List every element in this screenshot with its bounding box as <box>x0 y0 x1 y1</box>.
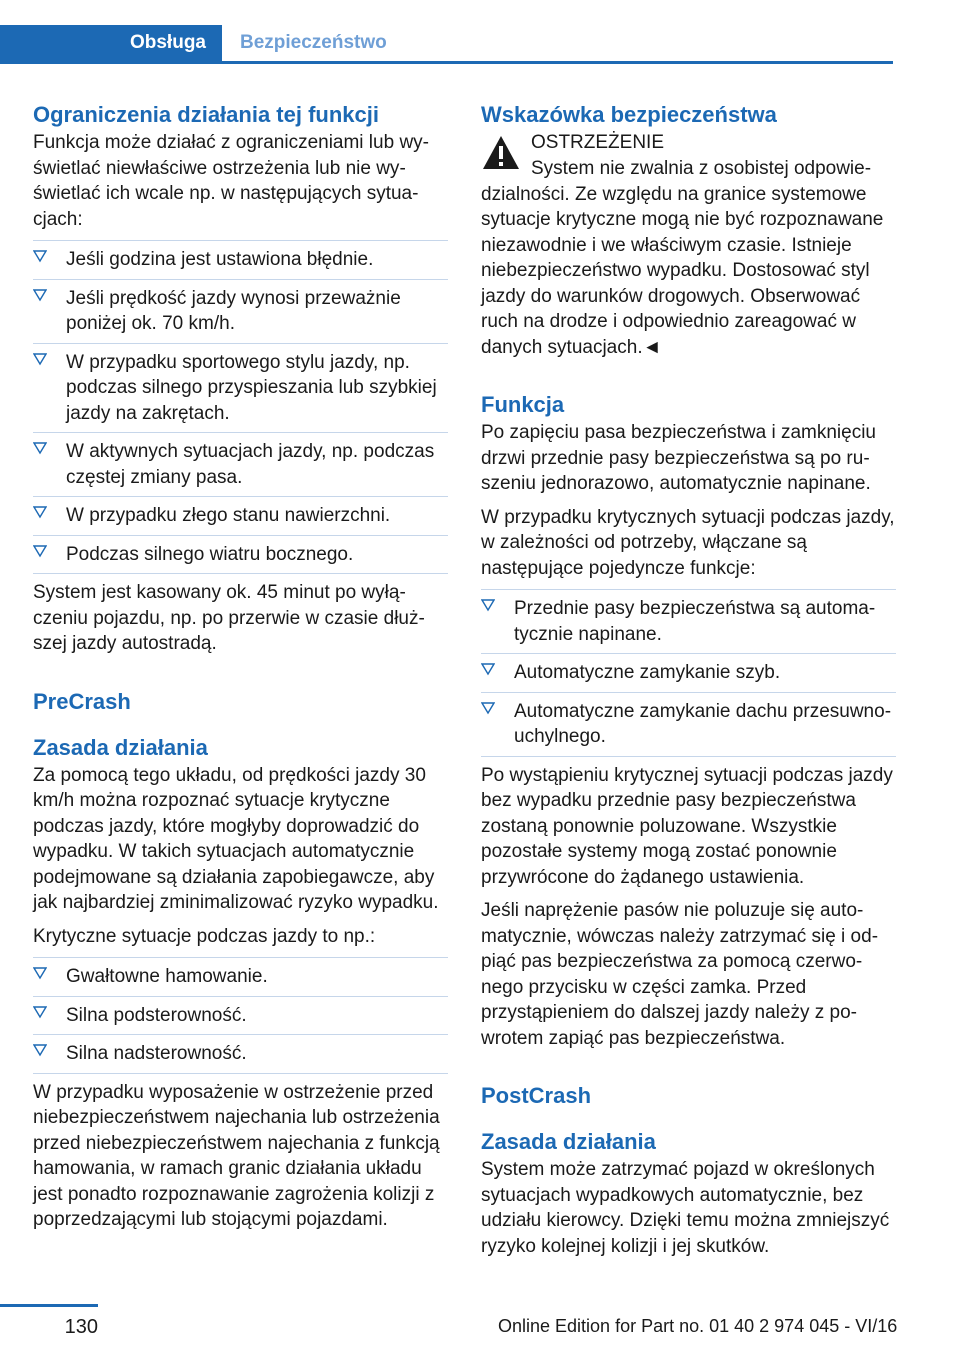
list-item-text: Podczas silnego wiatru bocznego. <box>66 543 354 565</box>
paragraph: Za pomocą tego układu, od prędkości jazdy 30 km/h można rozpoznać sytuacje krytyczne podczas jazdy, które mogłyby doprowadzić do wypadku. W takich sytuacjach automatycznie podejmowane są działania zapobiegawcze, aby jak najbardziej zminimalizować ryzyko wypadku. <box>33 764 439 913</box>
subheading-zasada: Zasada działania <box>481 1129 656 1154</box>
paragraph: Po wystąpieniu krytycznej sytuacji podczas jazdy bez wypadku przednie pasy bezpieczeństwa zostaną ponownie poluzowane. Wszystkie pozostałe systemy mogą zostać ponownie przywrócone do żądanego ustawienia. <box>481 756 896 891</box>
list-item <box>33 996 448 1035</box>
section-heading-precrash: PreCrash <box>33 688 131 714</box>
triangle-bullet-icon <box>33 288 47 302</box>
paragraph: W przypadku krytycznych sytuacji podczas jazdy, w zależności od potrzeby, włączane są następujące pojedyncze funkcje: <box>481 506 895 579</box>
list-item-text: Automatyczne zamykanie dachu przesuwno-uchylnego. <box>514 700 892 747</box>
triangle-bullet-icon <box>33 352 47 366</box>
subheading-zasada: Zasada działania <box>33 734 208 760</box>
list-item-text: W przypadku sportowego stylu jazdy, np. podczas silnego przyspieszania lub szybkiej jazdy na zakrętach. <box>66 351 437 424</box>
tab-obsluga[interactable]: Obsługa <box>0 25 222 61</box>
list-item <box>33 957 448 996</box>
list-item <box>481 589 896 653</box>
warning-triangle-icon <box>481 134 521 172</box>
section-heading-limitations: Ograniczenia działania tej funkcji <box>33 102 379 127</box>
list-item-text: W przypadku złego stanu nawierzchni. <box>66 505 391 526</box>
paragraph: Funkcja może działać z ograniczeniami lub wyświetlać niewłaściwe ostrzeżenia lub nie wyświetlać ich wcale np. w następujących sytuacjach: <box>33 132 429 230</box>
triangle-bullet-icon <box>481 701 495 715</box>
list-item-text: W aktywnych sytuacjach jazdy, np. podczas częstej zmiany pasa. <box>66 441 435 488</box>
triangle-bullet-icon <box>33 966 47 980</box>
bullet-list-functions <box>481 589 896 756</box>
list-item-text: Silna nadsterowność. <box>66 1043 247 1064</box>
bullet-list-critical <box>33 957 448 1073</box>
left-column <box>33 100 448 1241</box>
right-column <box>481 100 896 1267</box>
triangle-bullet-icon <box>33 505 47 519</box>
list-item <box>33 535 448 574</box>
paragraph: Jeśli naprężenie pasów nie poluzuje się automatycznie, wówczas należy zatrzymać się i odpiąć pas bezpieczeństwa za pomocą czerwonego przycisku w części zamka. Przed przystąpieniem do dalszej jazdy należy z powrotem zapiąć pas bezpieczeństwa. <box>481 900 879 1049</box>
list-item-text: Jeśli prędkość jazdy wynosi przeważnie poniżej ok. 70 km/h. <box>66 287 401 334</box>
list-item-text: Przednie pasy bezpieczeństwa są automatycznie napinane. <box>514 598 876 645</box>
page-number: 130 <box>64 1316 98 1338</box>
triangle-bullet-icon <box>33 249 47 263</box>
list-item-text: Gwałtowne hamowanie. <box>66 966 268 987</box>
list-item-text: Automatyczne zamykanie szyb. <box>514 662 781 683</box>
triangle-bullet-icon <box>481 598 495 612</box>
edition-text: Online Edition for Part no. 01 40 2 974 045 - VI/16 <box>498 1316 898 1336</box>
warning-title: OSTRZEŻENIE <box>531 132 665 153</box>
list-item <box>33 343 448 433</box>
list-item <box>33 1034 448 1073</box>
list-item-text: Silna podsterowność. <box>66 1004 247 1026</box>
list-item <box>33 279 448 343</box>
section-heading-safety: Wskazówka bezpieczeństwa <box>481 102 777 127</box>
footer-rule <box>0 1304 98 1307</box>
paragraph: System może zatrzymać pojazd w określonych sytuacjach wypadkowych automatycznie, bez udziału kierowcy. Dzięki temu można zmniejszyć ryzyko kolejnej kolizji i jej skutków. <box>481 1159 890 1257</box>
list-item <box>33 432 448 496</box>
header-tabbar <box>0 25 893 64</box>
triangle-bullet-icon <box>33 544 47 558</box>
bullet-list-limitations <box>33 240 448 573</box>
paragraph: W przypadku wyposażenie w ostrzeżenie przed niebezpieczeństwem najechania lub ostrzeżenia przed niebezpieczeństwem najechania z funkcją hamowania, w ramach granic działania układu jest ponadto rozpoznawanie zagrożenia kolizji z poprzedzającymi lub stojącymi pojazdami. <box>33 1073 448 1233</box>
list-item <box>481 692 896 756</box>
list-item <box>33 496 448 535</box>
section-heading-postcrash: PostCrash <box>481 1083 592 1108</box>
warning-text: System nie zwalnia z osobistej odpowiedzialności. Ze względu na granice systemowe sytuacje krytyczne mogą nie być rozpoznawane niezawodnie i we właściwym czasie. Istnieje niebezpieczeństwo wypadku. Dostosować styl jazdy do warunków drogowych. Obserwować ruch na drodze i odpowiednio zareagować w danych sytuacjach.◄ <box>481 158 884 358</box>
triangle-bullet-icon <box>33 1043 47 1057</box>
tab-bezpieczenstwo[interactable]: Bezpieczeństwo <box>240 32 387 53</box>
paragraph: Krytyczne sytuacje podczas jazdy to np.: <box>33 925 376 947</box>
list-item <box>33 240 448 279</box>
triangle-bullet-icon <box>481 662 495 676</box>
triangle-bullet-icon <box>33 1005 47 1019</box>
list-item-text: Jeśli godzina jest ustawiona błędnie. <box>66 249 374 270</box>
paragraph: System jest kasowany ok. 45 minut po wyłączeniu pojazdu, np. po przerwie w czasie dłuższej jazdy autostradą. <box>33 573 448 657</box>
subheading-funkcja: Funkcja <box>481 392 565 417</box>
warning-box <box>481 130 896 182</box>
list-item <box>481 653 896 692</box>
triangle-bullet-icon <box>33 441 47 455</box>
paragraph: Po zapięciu pasa bezpieczeństwa i zamknięciu drzwi przednie pasy bezpieczeństwa są po ruszeniu jednorazowo, automatycznie napinane. <box>481 422 876 494</box>
